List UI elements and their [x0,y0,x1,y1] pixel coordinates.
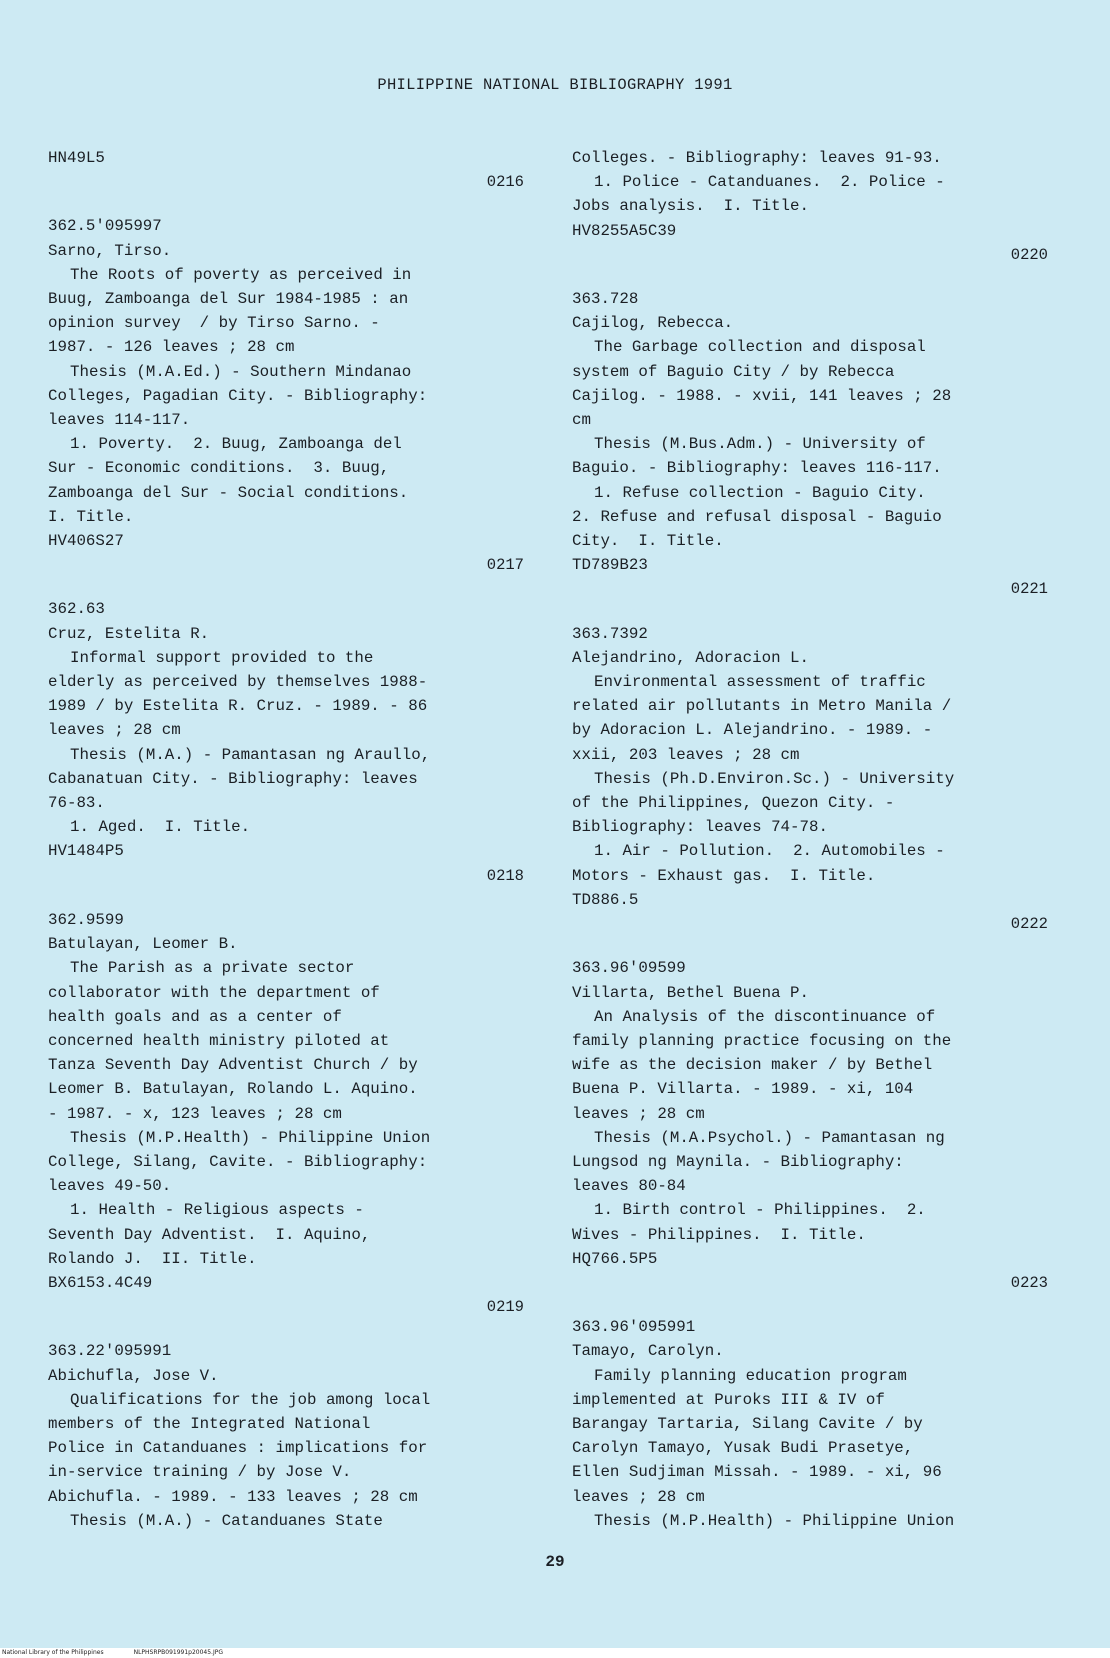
bibliography-line: leaves 49-50. [48,1177,172,1196]
bibliography-line: Cajilog. - 1988. - xvii, 141 leaves ; 28 [572,386,952,405]
bibliography-line: Colleges. - Bibliography: leaves 91-93. [572,149,942,167]
footer-library: National Library of the Philippines [2,1649,104,1656]
bibliography-line: The Parish as a private sector [70,959,355,978]
bibliography-line: Thesis (M.A.) - Pamantasan ng Araullo, [70,745,431,764]
footer [2,1648,253,1658]
bibliography-line: collaborator with the department of [48,983,380,1002]
bibliography-line: 362.9599 [48,910,124,929]
bibliography-line: Thesis (Ph.D.Environ.Sc.) - University [594,769,955,788]
entry-number: 0221 [1010,580,1048,599]
bibliography-line: related air pollutants in Metro Manila / [572,697,952,716]
bibliography-line: HV8255A5C39 [572,221,677,240]
bibliography-line: 1. Birth control - Philippines. 2. [594,1201,926,1220]
bibliography-line: leaves ; 28 cm [572,1487,705,1506]
bibliography-line: An Analysis of the discontinuance of [594,1007,936,1026]
bibliography-line: HV1484P5 [48,842,124,861]
bibliography-line: Carolyn Tamayo, Yusak Budi Prasetye, [572,1439,914,1458]
bibliography-line: Zamboanga del Sur - Social conditions. [48,483,409,502]
entry-number: 0222 [1010,915,1048,934]
footer-file: NLPHSRPB091991p20045.JPG [133,1649,223,1656]
entry-number: 0216 [486,173,524,192]
bibliography-line: Buug, Zamboanga del Sur 1984-1985 : an [48,290,409,309]
bibliography-line: I. Title. [48,507,134,526]
bibliography-line: Wives - Philippines. I. Title. [572,1225,866,1244]
bibliography-line: 363.7392 [572,624,648,643]
bibliography-line: Thesis (M.A.Ed.) - Southern Mindanao [70,362,412,381]
bibliography-line: Thesis (M.A.) - Catanduanes State [70,1511,383,1530]
bibliography-line: City. I. Title. [572,532,724,551]
bibliography-line: of the Philippines, Quezon City. - [572,794,895,813]
bibliography-line: opinion survey / by Tirso Sarno. - [48,314,380,333]
bibliography-line: Tanza Seventh Day Adventist Church / by [48,1056,418,1075]
bibliography-line: Jobs analysis. I. Title. [572,197,809,216]
bibliography-line: family planning practice focusing on the [572,1031,952,1050]
bibliography-line: cm [572,411,591,430]
bibliography-line: 362.5'095997 [48,217,162,236]
bibliography-line: 363.22'095991 [48,1342,172,1361]
page-header: PHILIPPINE NATIONAL BIBLIOGRAPHY 1991 [377,76,733,94]
bibliography-line: 363.96'095991 [572,1318,696,1337]
bibliography-line: Buena P. Villarta. - 1989. - xi, 104 [572,1080,914,1099]
bibliography-line: TD886.5 [572,890,639,909]
bibliography-line: Cajilog, Rebecca. [572,314,734,333]
bibliography-line: Qualifications for the job among local [70,1390,431,1409]
bibliography-line: leaves 114-117. [48,411,191,430]
bibliography-line: elderly as perceived by themselves 1988- [48,673,428,692]
bibliography-line: HV406S27 [48,532,124,551]
bibliography-line: Family planning education program [594,1366,907,1385]
bibliography-line: Batulayan, Leomer B. [48,935,238,954]
bibliography-line: College, Silang, Cavite. - Bibliography: [48,1152,428,1171]
bibliography-line: HN49L5 [48,149,105,167]
bibliography-line: Environmental assessment of traffic [594,673,926,692]
bibliography-line: wife as the decision maker / by Bethel [572,1056,933,1075]
entry-number: 0218 [486,866,524,885]
bibliography-line: Tamayo, Carolyn. [572,1342,724,1361]
bibliography-line: Lungsod ng Maynila. - Bibliography: [572,1152,904,1171]
bibliography-line: Thesis (M.P.Health) - Philippine Union [594,1511,955,1530]
bibliography-line: Alejandrino, Adoracion L. [572,648,809,667]
page-number: 29 [545,1553,565,1571]
bibliography-line: 363.96'09599 [572,959,686,978]
bibliography-line: Seventh Day Adventist. I. Aquino, [48,1225,371,1244]
bibliography-line: leaves 80-84 [572,1177,686,1196]
bibliography-line: The Garbage collection and disposal [594,338,926,357]
bibliography-line: Ellen Sudjiman Missah. - 1989. - xi, 96 [572,1463,942,1482]
bibliography-line: concerned health ministry piloted at [48,1031,390,1050]
bibliography-line: Thesis (M.A.Psychol.) - Pamantasan ng [594,1128,945,1147]
bibliography-line: 76-83. [48,794,105,813]
bibliography-line: Police in Catanduanes : implications for [48,1439,428,1458]
bibliography-line: Leomer B. Batulayan, Rolando L. Aquino. [48,1080,418,1099]
bibliography-line: in-service training / by Jose V. [48,1463,352,1482]
entry-number: 0220 [1010,245,1048,264]
bibliography-line: 1. Refuse collection - Baguio City. [594,483,926,502]
left-column [48,146,524,1533]
bibliography-line: - 1987. - x, 123 leaves ; 28 cm [48,1104,342,1123]
entry-number: 0223 [1010,1273,1048,1292]
bibliography-line: TD789B23 [572,556,648,575]
bibliography-line: Sarno, Tirso. [48,241,172,260]
bibliography-line: Abichufla, Jose V. [48,1366,219,1385]
bibliography-line: Barangay Tartaria, Silang Cavite / by [572,1414,923,1433]
entry-number: 0217 [486,556,524,575]
bibliography-line: xxii, 203 leaves ; 28 cm [572,745,800,764]
bibliography-line: Motors - Exhaust gas. I. Title. [572,866,876,885]
bibliography-line: 1987. - 126 leaves ; 28 cm [48,338,295,357]
bibliography-line: 1. Aged. I. Title. [70,818,251,837]
bibliography-line: 1. Poverty. 2. Buug, Zamboanga del [70,435,402,454]
bibliography-line: 2. Refuse and refusal disposal - Baguio [572,507,942,526]
bibliography-line: system of Baguio City / by Rebecca [572,362,895,381]
bibliography-line: members of the Integrated National [48,1414,371,1433]
entry-number: 0219 [486,1298,524,1317]
bibliography-line: Informal support provided to the [70,648,374,667]
bibliography-line: 1. Air - Pollution. 2. Automobiles - [594,842,945,861]
bibliography-line: Villarta, Bethel Buena P. [572,983,809,1002]
bibliography-line: 363.728 [572,290,639,309]
bibliography-line: Cabanatuan City. - Bibliography: leaves [48,769,418,788]
bibliography-line: 1989 / by Estelita R. Cruz. - 1989. - 86 [48,697,428,716]
bibliography-line: Baguio. - Bibliography: leaves 116-117. [572,459,942,478]
bibliography-line: Abichufla. - 1989. - 133 leaves ; 28 cm [48,1487,418,1506]
bibliography-line: Sur - Economic conditions. 3. Buug, [48,459,390,478]
right-column [572,146,1048,1533]
bibliography-line: BX6153.4C49 [48,1273,153,1292]
bibliography-line: health goals and as a center of [48,1007,342,1026]
bibliography-line: Thesis (M.P.Health) - Philippine Union [70,1128,431,1147]
bibliography-line: leaves ; 28 cm [572,1104,705,1123]
bibliography-line: The Roots of poverty as perceived in [70,265,412,284]
bibliography-line: 362.63 [48,600,105,619]
bibliography-line: Cruz, Estelita R. [48,624,210,643]
bibliography-line: implemented at Puroks III & IV of [572,1390,885,1409]
bibliography-line: leaves ; 28 cm [48,721,181,740]
bibliography-line: Rolando J. II. Title. [48,1249,257,1268]
bibliography-line: 1. Health - Religious aspects - [70,1201,364,1220]
bibliography-line: by Adoracion L. Alejandrino. - 1989. - [572,721,933,740]
bibliography-line: Thesis (M.Bus.Adm.) - University of [594,435,926,454]
bibliography-line: Colleges, Pagadian City. - Bibliography: [48,386,428,405]
bibliography-line: Bibliography: leaves 74-78. [572,818,828,837]
bibliography-line: 1. Police - Catanduanes. 2. Police - [594,173,945,192]
bibliography-line: HQ766.5P5 [572,1249,658,1268]
